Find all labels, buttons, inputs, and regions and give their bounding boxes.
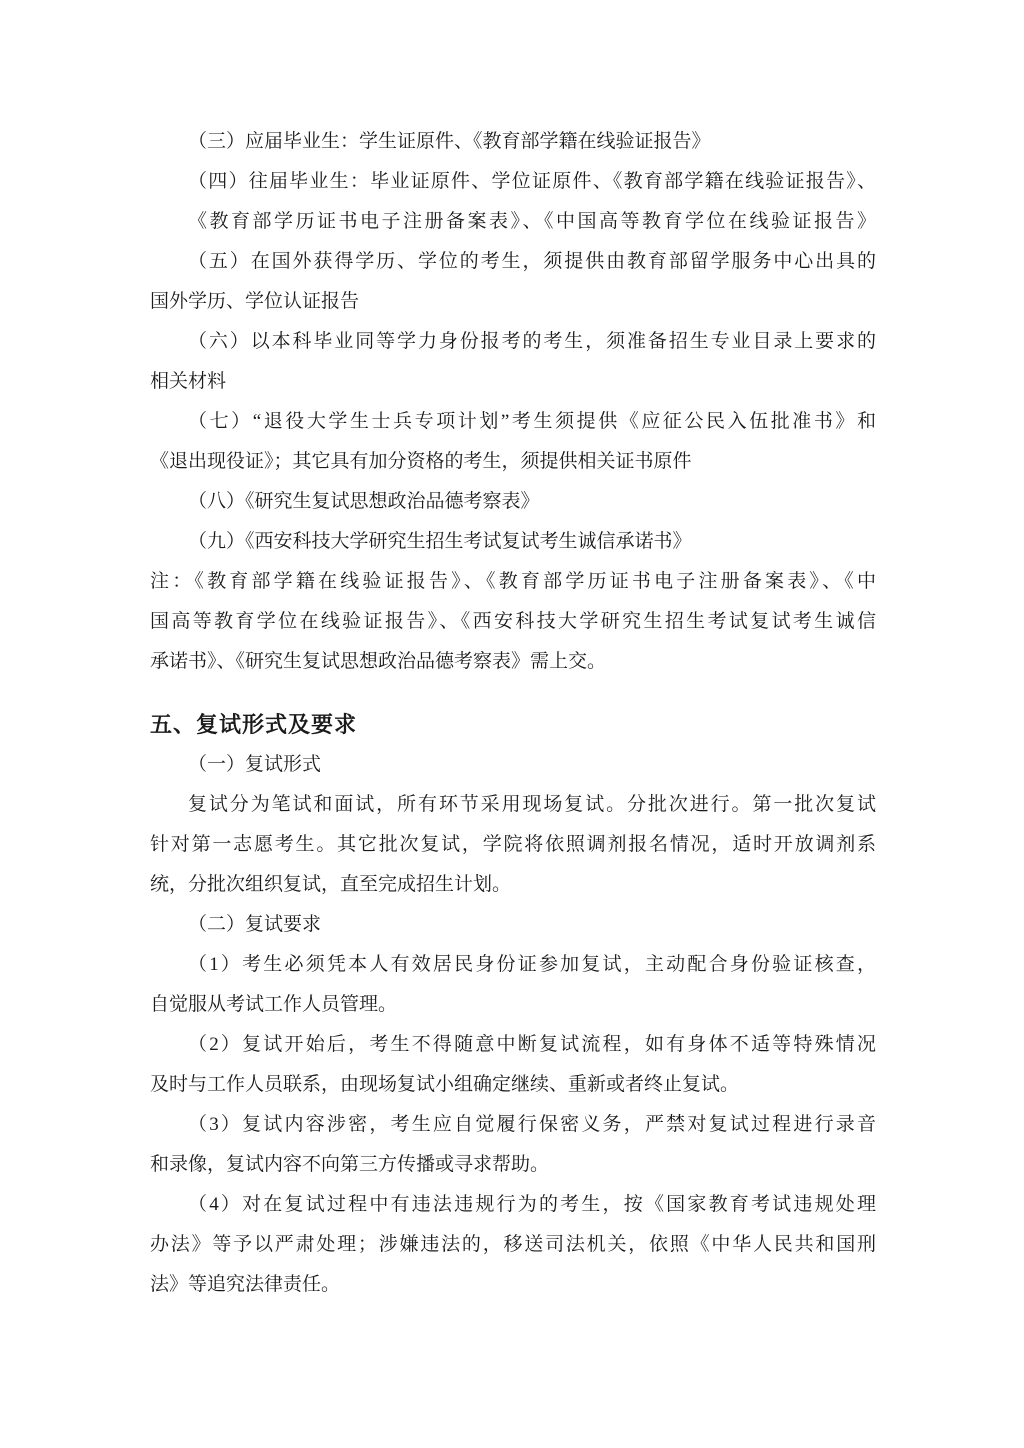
text-line: （七）“退役大学生士兵专项计划”考生须提供《应征公民入伍批准书》和 [188, 411, 876, 432]
paragraph [150, 945, 876, 1025]
text-line: 统，分批次组织复试，直至完成招生计划。 [150, 874, 512, 895]
text-line: （九）《西安科技大学研究生招生考试复试考生诚信承诺书》 [188, 531, 692, 552]
text-line: 法》等追究法律责任。 [150, 1274, 341, 1295]
text-line: 《退出现役证》；其它具有加分资格的考生，须提供相关证书原件 [150, 451, 692, 472]
text-line: 国高等教育学位在线验证报告》、《西安科技大学研究生招生考试复试考生诚信 [150, 611, 876, 632]
text-line: （2）复试开始后，考生不得随意中断复试流程，如有身体不适等特殊情况 [188, 1034, 876, 1055]
paragraph [150, 122, 876, 162]
text-line: （二）复试要求 [188, 914, 322, 935]
paragraph [150, 402, 876, 482]
text-line: （三）应届毕业生：学生证原件、《教育部学籍在线验证报告》 [188, 131, 711, 152]
text-line: 《教育部学历证书电子注册备案表》、《中国高等教育学位在线验证报告》 [188, 211, 876, 232]
section-heading [150, 705, 876, 745]
section-heading-text: 五、复试形式及要求 [150, 712, 358, 737]
paragraph [150, 905, 876, 945]
text-line: （一）复试形式 [188, 754, 322, 775]
paragraph [150, 562, 876, 682]
text-line: 自觉服从考试工作人员管理。 [150, 994, 398, 1015]
paragraph [150, 162, 876, 242]
paragraph [150, 522, 876, 562]
text-line: 注：《教育部学籍在线验证报告》、《教育部学历证书电子注册备案表》、《中 [150, 571, 876, 592]
text-line: （六）以本科毕业同等学力身份报考的考生，须准备招生专业目录上要求的 [188, 331, 876, 352]
text-line: 针对第一志愿考生。其它批次复试，学院将依照调剂报名情况，适时开放调剂系 [150, 834, 876, 855]
text-line: 和录像，复试内容不向第三方传播或寻求帮助。 [150, 1154, 550, 1175]
paragraph [150, 322, 876, 402]
paragraph [150, 1105, 876, 1185]
text-line: （八）《研究生复试思想政治品德考察表》 [188, 491, 540, 512]
text-line: 复试分为笔试和面试，所有环节采用现场复试。分批次进行。第一批次复试 [188, 794, 876, 815]
paragraph [150, 1185, 876, 1305]
text-line: 办法》等予以严肃处理；涉嫌违法的，移送司法机关，依照《中华人民共和国刑 [150, 1234, 876, 1255]
text-line: 相关材料 [150, 371, 227, 392]
text-line: （四）往届毕业生：毕业证原件、学位证原件、《教育部学籍在线验证报告》、 [188, 171, 876, 192]
text-line: （五）在国外获得学历、学位的考生，须提供由教育部留学服务中心出具的 [188, 251, 876, 272]
text-line: 承诺书》、《研究生复试思想政治品德考察表》需上交。 [150, 651, 607, 672]
paragraph [150, 785, 876, 905]
text-line: （1）考生必须凭本人有效居民身份证参加复试，主动配合身份验证核查， [188, 954, 876, 975]
text-line: （4）对在复试过程中有违法违规行为的考生，按《国家教育考试违规处理 [188, 1194, 876, 1215]
paragraph [150, 1025, 876, 1105]
paragraph [150, 482, 876, 522]
document-body [150, 122, 876, 1305]
text-line: 及时与工作人员联系，由现场复试小组确定继续、重新或者终止复试。 [150, 1074, 740, 1095]
paragraph [150, 745, 876, 785]
text-line: 国外学历、学位认证报告 [150, 291, 360, 312]
text-line: （3）复试内容涉密，考生应自觉履行保密义务，严禁对复试过程进行录音 [188, 1114, 876, 1135]
paragraph [150, 242, 876, 322]
